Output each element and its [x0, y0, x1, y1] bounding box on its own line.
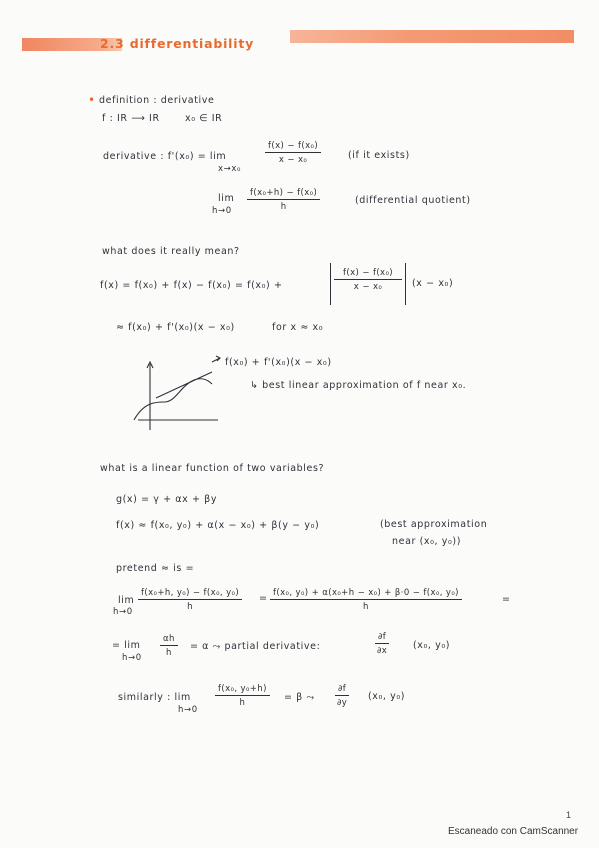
limit-subscript: h→0 — [122, 653, 142, 663]
section-title: 2.3 differentiability — [100, 36, 255, 51]
linear-function-definition: g(x) = γ + αx + βy — [116, 494, 218, 505]
fraction-numerator: f(x₀+h) − f(x₀) — [247, 188, 320, 200]
similarly-label: similarly : lim — [118, 692, 191, 703]
linear-approximation: ≈ f(x₀) + f'(x₀)(x − x₀) — [116, 322, 235, 333]
function-curve — [134, 379, 212, 420]
fraction-denominator: x − x₀ — [278, 155, 308, 165]
tangent-equation: f(x₀) + f'(x₀)(x − x₀) — [225, 357, 332, 368]
fraction-denominator: ∂x — [376, 646, 388, 656]
best-approximation-point: near (x₀, y₀)) — [392, 536, 462, 547]
fraction-numerator: αh — [160, 634, 178, 646]
limit-subscript: h→0 — [178, 705, 198, 715]
evaluation-point: (x₀, y₀) — [368, 691, 406, 702]
header-highlight-right — [290, 30, 574, 43]
tangent-sketch — [120, 350, 230, 432]
equals-sign: = — [259, 593, 268, 604]
best-approximation-note: (best approximation — [380, 519, 488, 530]
if-exists-note: (if it exists) — [348, 150, 410, 161]
trailing-equals: = — [502, 594, 511, 605]
approximation-condition: for x ≈ x₀ — [272, 322, 324, 333]
fraction-denominator: h — [187, 602, 193, 612]
differential-quotient-note: (differential quotient) — [355, 195, 471, 206]
limit-label: = lim — [112, 640, 141, 651]
two-variable-approximation: f(x) ≈ f(x₀, y₀) + α(x − x₀) + β(y − y₀) — [116, 520, 320, 531]
meaning-question: what does it really mean? — [102, 246, 240, 257]
page-number: 1 — [566, 810, 572, 820]
scanner-watermark: Escaneado con CamScanner — [448, 826, 579, 837]
point-domain: x₀ ∈ IR — [185, 113, 223, 124]
expanded-quotient-fraction — [270, 588, 462, 612]
fraction-denominator: h — [280, 202, 287, 212]
partial-y-quotient-fraction — [215, 684, 270, 708]
fraction-numerator: f(x) − f(x₀) — [334, 268, 402, 280]
partial-x-quotient-fraction — [138, 588, 242, 612]
partial-derivative-label: = α ⤳ partial derivative: — [190, 641, 321, 652]
limit-label: lim — [118, 595, 135, 606]
fraction-numerator: f(x₀, y₀) + α(x₀+h − x₀) + β·0 − f(x₀, y₀) — [270, 588, 462, 600]
partial-y-symbol — [335, 684, 349, 708]
definition-label: definition : derivative — [99, 95, 215, 106]
best-linear-note: ↳ best linear approximation of f near x₀. — [250, 380, 467, 391]
fraction-numerator: ∂f — [375, 632, 389, 644]
partial-x-symbol — [375, 632, 389, 656]
limit-subscript: h→0 — [113, 607, 133, 617]
fraction-denominator: ∂y — [336, 698, 348, 708]
derivative-definition: derivative : f'(x₀) = lim — [103, 151, 227, 162]
function-mapping: f : IR ⟶ IR — [102, 113, 160, 124]
limit-label: lim — [218, 193, 235, 204]
difference-quotient-fraction — [265, 141, 321, 165]
fraction-denominator: h — [239, 698, 246, 708]
expansion-right: (x − x₀) — [412, 278, 454, 289]
fraction-numerator: f(x) − f(x₀) — [265, 141, 321, 153]
bullet-icon: • — [88, 93, 96, 107]
fraction-numerator: f(x₀, y₀+h) — [215, 684, 270, 696]
fraction-denominator: h — [363, 602, 369, 612]
bracket-fraction — [334, 268, 402, 292]
tangent-line — [156, 372, 212, 398]
limit-subscript: x→x₀ — [218, 164, 241, 174]
evaluation-point: (x₀, y₀) — [413, 640, 451, 651]
fraction-numerator: f(x₀+h, y₀) − f(x₀, y₀) — [138, 588, 242, 600]
fraction-denominator: x − x₀ — [353, 282, 383, 292]
beta-arrow: = β ⤳ — [284, 692, 315, 703]
pretend-equality: pretend ≈ is = — [116, 563, 195, 574]
h-quotient-fraction — [247, 188, 320, 212]
two-variable-question: what is a linear function of two variables? — [100, 463, 325, 474]
expansion-left: f(x) = f(x₀) + f(x) − f(x₀) = f(x₀) + — [100, 280, 283, 291]
alpha-h-fraction — [160, 634, 178, 658]
fraction-numerator: ∂f — [335, 684, 349, 696]
limit-subscript: h→0 — [212, 206, 232, 216]
fraction-denominator: h — [166, 648, 172, 658]
